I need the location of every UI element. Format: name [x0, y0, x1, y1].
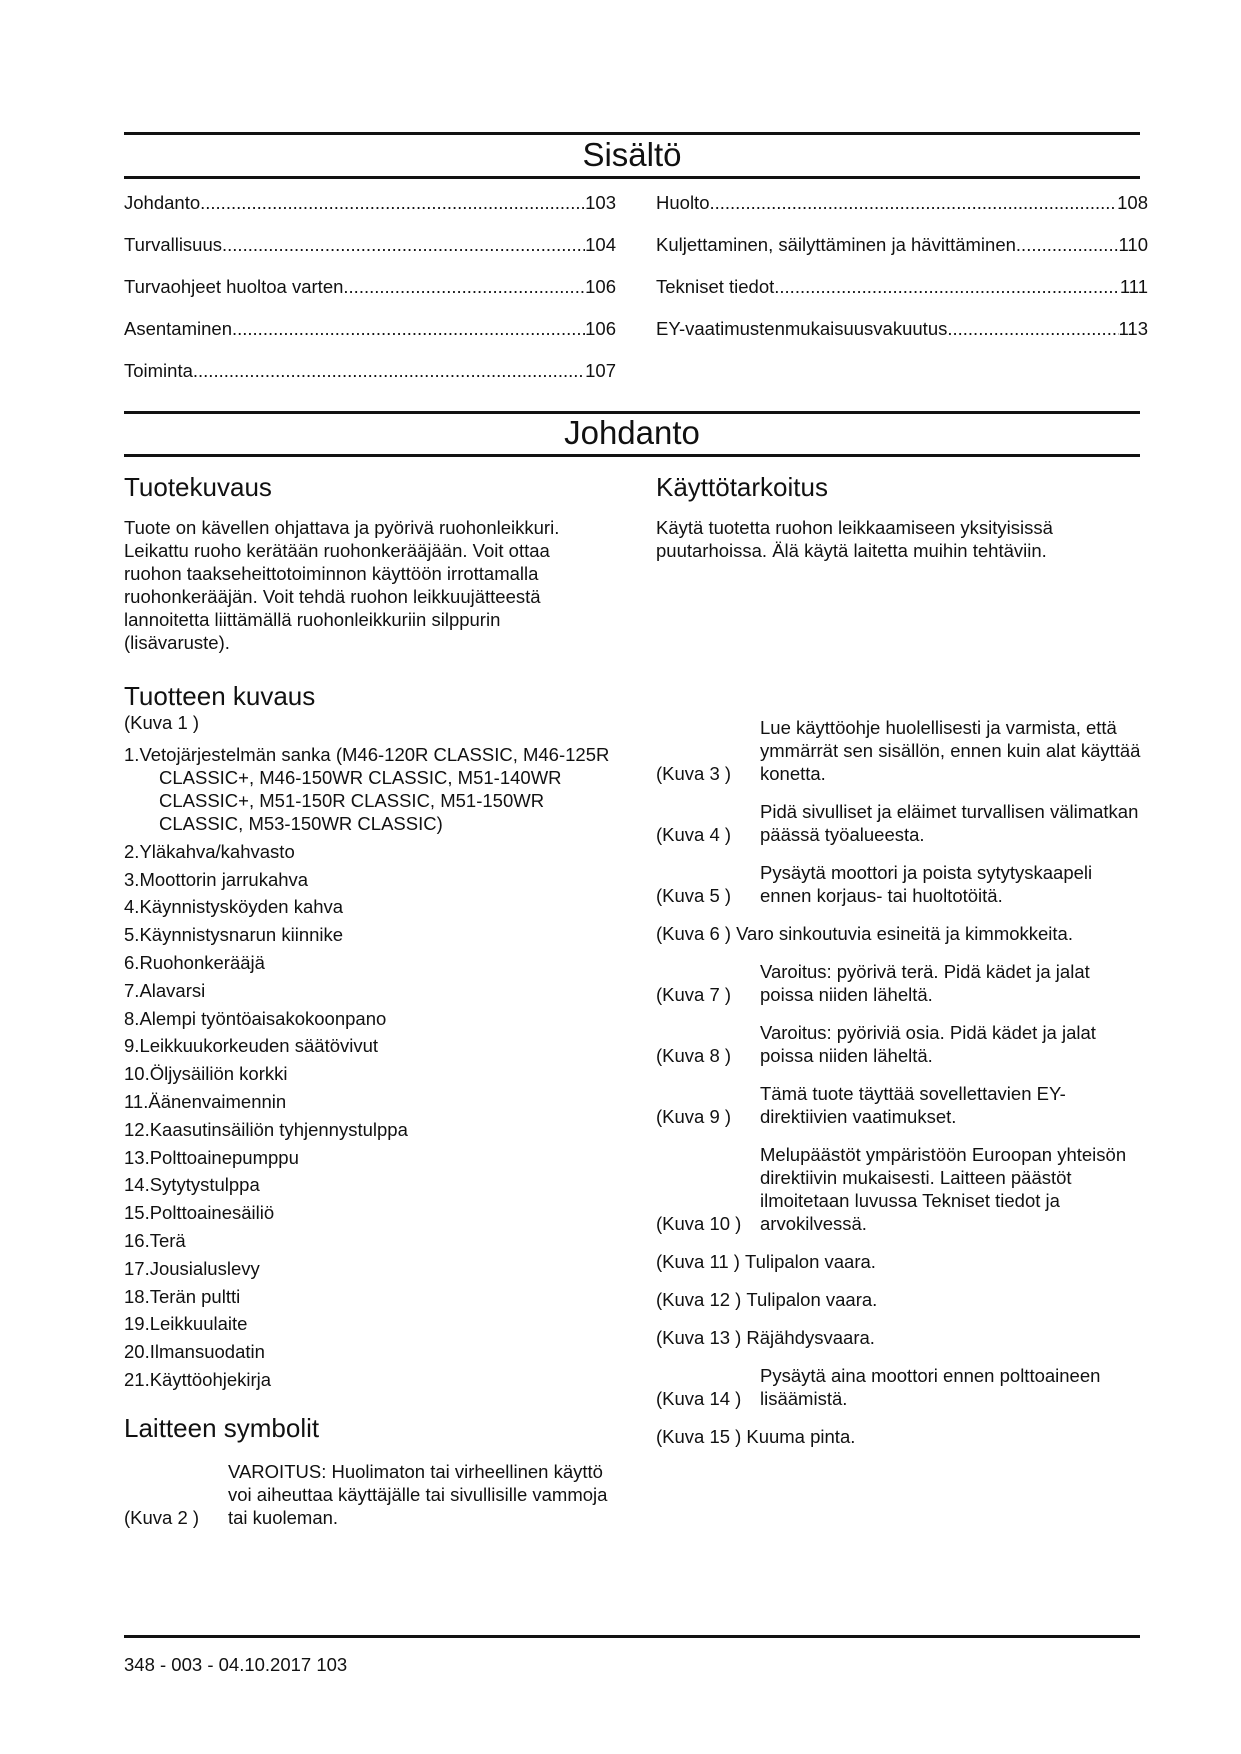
list-item: [124, 1090, 614, 1113]
list-item-number: 5.: [124, 924, 140, 946]
list-item-text: Leikkuukorkeuden säätövivut: [139, 1035, 379, 1057]
list-item: [124, 1229, 614, 1252]
symbol-item: [656, 1021, 1146, 1067]
list-item-text: Ilmansuodatin: [149, 1341, 265, 1363]
list-item-number: 19.: [124, 1313, 150, 1335]
symbol-ref: (Kuva 8 ): [656, 1045, 732, 1066]
list-item-number: 1.: [124, 744, 140, 765]
list-item-number: 16.: [124, 1229, 150, 1251]
symbol-ref: (Kuva 2 ): [124, 1507, 200, 1528]
list-item-number: 12.: [124, 1118, 150, 1140]
list-item: [124, 895, 614, 918]
footer-text: 348 - 003 - 04.10.2017 103: [124, 1654, 348, 1675]
list-item: [124, 1257, 614, 1280]
symbol-text: Pysäytä moottori ja poista sytytyskaapeli ennen korjaus- tai huoltotöitä.: [760, 862, 1093, 906]
toc-entry-label: Toiminta: [124, 360, 193, 381]
toc-leader-dots: [1016, 234, 1119, 256]
toc-entry-page: 103: [585, 192, 616, 213]
symbol-ref: (Kuva 14 ): [656, 1388, 742, 1409]
toc-leader-dots: [232, 318, 585, 340]
toc-entry-page: 110: [1118, 234, 1148, 255]
symbol-item: [124, 1460, 614, 1544]
symbol-text: Pysäytä aina moottori ennen polttoaineen lisäämistä.: [760, 1365, 1101, 1409]
list-item-text: Sytytystulppa: [149, 1174, 260, 1196]
symbol-text: Kuuma pinta.: [746, 1426, 856, 1447]
list-item-number: 11.: [124, 1090, 149, 1112]
symbol-ref: (Kuva 4 ): [656, 824, 732, 845]
toc-entry-label: Kuljettaminen, säilyttäminen ja hävittäminen: [656, 234, 1016, 255]
list-item-number: 13.: [124, 1146, 150, 1168]
list-item-number: 18.: [124, 1285, 150, 1307]
symbol-ref: (Kuva 7 ): [656, 984, 732, 1005]
heading-kayttotarkoitus: Käyttötarkoitus: [656, 472, 828, 502]
symbol-text: Pidä sivulliset ja eläimet turvallisen välimatkan päässä työalueesta.: [760, 801, 1139, 845]
list-item-text: Käynnistysnarun kiinnike: [139, 924, 344, 946]
toc-entry-page: 104: [585, 234, 616, 255]
symbol-ref: (Kuva 10 ): [656, 1213, 742, 1234]
list-item: [124, 1201, 614, 1224]
symbol-item: [656, 922, 1146, 945]
toc-entry[interactable]: [124, 360, 616, 382]
toc-title: Sisältö: [582, 136, 682, 173]
symbol-text: Räjähdysvaara.: [746, 1327, 875, 1348]
list-item: [124, 979, 614, 1002]
list-item-number: 17.: [124, 1257, 150, 1279]
heading-tuotekuvaus: Tuotekuvaus: [124, 472, 272, 502]
symbol-text: Varoitus: pyöriviä osia. Pidä kädet ja jalat poissa niiden läheltä.: [760, 1022, 1096, 1066]
list-item: [124, 1118, 614, 1141]
list-item-number: 20.: [124, 1341, 150, 1363]
toc-leader-dots: [193, 360, 585, 382]
section-title-johdanto: Johdanto: [564, 414, 700, 451]
list-item-text: Alempi työntöaisakokoonpano: [139, 1007, 387, 1029]
symbol-ref: (Kuva 15 ): [656, 1426, 742, 1447]
list-item: [124, 1173, 614, 1196]
toc-entry-label: Turvaohjeet huoltoa varten: [124, 276, 344, 297]
list-item: [124, 1146, 614, 1169]
symbol-text: Varoitus: pyörivä terä. Pidä kädet ja jalat poissa niiden läheltä.: [760, 961, 1090, 1005]
list-item-number: 21.: [124, 1368, 150, 1390]
list-item-text: Ruohonkerääjä: [139, 951, 265, 973]
list-item-number: 6.: [124, 951, 140, 973]
symbol-text: VAROITUS: Huolimaton tai virheellinen käyttö voi aiheuttaa käyttäjälle tai sivullisille vammoja tai kuoleman.: [228, 1461, 608, 1528]
list-item-text: Terä: [149, 1229, 186, 1251]
toc-entry-label: EY-vaatimustenmukaisuusvakuutus: [656, 318, 948, 339]
list-item: [124, 743, 614, 835]
symbol-text: Melupäästöt ympäristöön Euroopan yhteisön direktiivin mukaisesti. Laitteen päästöt ilmoitetaan luvussa Tekniset tiedot ja arvokilvessä.: [760, 1144, 1127, 1234]
list-item-text: Polttoainesäiliö: [149, 1202, 275, 1224]
toc-leader-dots: [947, 318, 1118, 340]
list-item-text: Äänenvaimennin: [148, 1090, 287, 1112]
toc-entry-page: 106: [585, 276, 616, 297]
list-item-text: Moottorin jarrukahva: [139, 868, 309, 890]
toc-entry-label: Tekniset tiedot: [656, 276, 775, 297]
list-item-text: Öljysäiliön korkki: [149, 1063, 288, 1085]
list-item-text: Yläkahva/kahvasto: [139, 840, 295, 862]
divider: [124, 454, 1140, 457]
list-item: [124, 1312, 614, 1335]
symbol-item: [656, 1250, 1146, 1273]
list-item-text: Käynnistysköyden kahva: [139, 896, 344, 918]
toc-leader-dots: [222, 234, 585, 256]
parts-list: [124, 743, 614, 1396]
toc-leader-dots: [343, 276, 585, 298]
symbol-text: Lue käyttöohje huolellisesti ja varmista, että ymmärrät sen sisällön, ennen kuin alat käyttää konetta.: [760, 717, 1141, 784]
list-item: [124, 1062, 614, 1085]
list-item-text: Kaasutinsäiliön tyhjennystulppa: [149, 1118, 408, 1140]
symbol-ref: (Kuva 9 ): [656, 1106, 732, 1127]
divider: [124, 1635, 1140, 1638]
list-item-number: 4.: [124, 896, 140, 918]
list-item: [124, 868, 614, 891]
toc-leader-dots: [200, 192, 585, 214]
symbol-ref: (Kuva 5 ): [656, 885, 732, 906]
toc-entry-page: 113: [1118, 318, 1148, 339]
list-item-number: 15.: [124, 1202, 150, 1224]
list-item-number: 8.: [124, 1007, 140, 1029]
list-item-number: 10.: [124, 1063, 150, 1085]
symbols-list: [656, 716, 1146, 1463]
symbol-item: [656, 960, 1146, 1006]
toc-entry[interactable]: [656, 234, 1148, 256]
symbol-text: Tulipalon vaara.: [746, 1289, 878, 1310]
purpose-text: Käytä tuotetta ruohon leikkaamiseen yksityisissä puutarhoissa. Älä käytä laitetta muihin tehtäviin.: [656, 517, 1053, 561]
list-item: [124, 1340, 614, 1363]
product-description: Tuote on kävellen ohjattava ja pyörivä ruohonleikkuri. Leikattu ruoho kerätään ruohonkerääjään. Voit ottaa ruohon taakseheittotoiminnon käyttöön irrottamalla ruohonkerääjän. Voit tehdä ruohon leikkuujätteestä lannoitetta liittämällä ruohonleikkuriin silppurin (lisävaruste).: [124, 517, 560, 653]
symbol-ref: (Kuva 6 ): [656, 923, 732, 944]
symbol-item: [656, 1425, 1146, 1448]
list-item-number: 3.: [124, 868, 140, 890]
toc-entry[interactable]: [656, 276, 1148, 298]
list-item-text: Vetojärjestelmän sanka (M46-120R CLASSIC, M46-125R CLASSIC+, M46-150WR CLASSIC, M51-140WR CLASSIC+, M51-150R CLASSIC, M51-150WR CLASSIC, M53-150WR CLASSIC): [139, 744, 610, 834]
toc-entry[interactable]: [124, 192, 616, 214]
list-item: [124, 840, 614, 863]
symbol-item: [656, 716, 1146, 785]
list-item-text: Alavarsi: [139, 979, 206, 1001]
symbol-item: [656, 1326, 1146, 1349]
list-item: [124, 1285, 614, 1308]
symbol-ref: (Kuva 3 ): [656, 763, 732, 784]
divider: [124, 176, 1140, 179]
symbol-item: [656, 800, 1146, 846]
list-item-text: Terän pultti: [149, 1285, 241, 1307]
symbol-ref: (Kuva 13 ): [656, 1327, 742, 1348]
toc-entry-label: Turvallisuus: [124, 234, 223, 255]
toc-entry-label: Asentaminen: [124, 318, 232, 339]
list-item: [124, 1007, 614, 1030]
toc-entry[interactable]: [656, 192, 1148, 214]
toc-entry[interactable]: [656, 318, 1148, 340]
symbol-item: [656, 1082, 1146, 1128]
figure-ref: (Kuva 1 ): [124, 712, 200, 733]
symbol-item: [656, 1288, 1146, 1311]
symbol-text: Tulipalon vaara.: [744, 1251, 876, 1272]
symbol-ref: (Kuva 12 ): [656, 1289, 742, 1310]
list-item: [124, 923, 614, 946]
symbol-item: [656, 1143, 1146, 1235]
symbol-item: [656, 1364, 1146, 1410]
list-item-number: 9.: [124, 1035, 140, 1057]
toc-entry-label: Huolto: [656, 192, 710, 213]
toc-entry[interactable]: [124, 318, 616, 340]
list-item-text: Käyttöohjekirja: [149, 1368, 272, 1390]
list-item: [124, 1034, 614, 1057]
symbol-text: Varo sinkoutuvia esineitä ja kimmokkeita.: [736, 923, 1073, 944]
toc-entry-page: 108: [1117, 192, 1148, 213]
toc-entry[interactable]: [124, 234, 616, 256]
list-item-number: 2.: [124, 840, 140, 862]
list-item-number: 14.: [124, 1174, 150, 1196]
list-item: [124, 1368, 614, 1391]
toc-entry-page: 107: [585, 360, 616, 381]
toc-entry-page: 111: [1119, 276, 1148, 297]
toc-entry-label: Johdanto: [124, 192, 201, 213]
toc-entry-page: 106: [585, 318, 616, 339]
toc-leader-dots: [774, 276, 1120, 298]
symbol-text: Tämä tuote täyttää sovellettavien EY-direktiivien vaatimukset.: [760, 1083, 1066, 1127]
list-item: [124, 951, 614, 974]
heading-tuotteen-kuvaus: Tuotteen kuvaus: [124, 681, 316, 711]
symbol-item: [656, 861, 1146, 907]
symbol-ref: (Kuva 11 ): [656, 1251, 740, 1272]
list-item-text: Polttoainepumppu: [149, 1146, 299, 1168]
list-item-text: Leikkuulaite: [149, 1313, 248, 1335]
toc-entry[interactable]: [124, 276, 616, 298]
list-item-number: 7.: [124, 979, 140, 1001]
list-item-text: Jousialuslevy: [149, 1257, 260, 1279]
heading-laitteen-symbolit: Laitteen symbolit: [124, 1413, 320, 1443]
toc-leader-dots: [709, 192, 1117, 214]
